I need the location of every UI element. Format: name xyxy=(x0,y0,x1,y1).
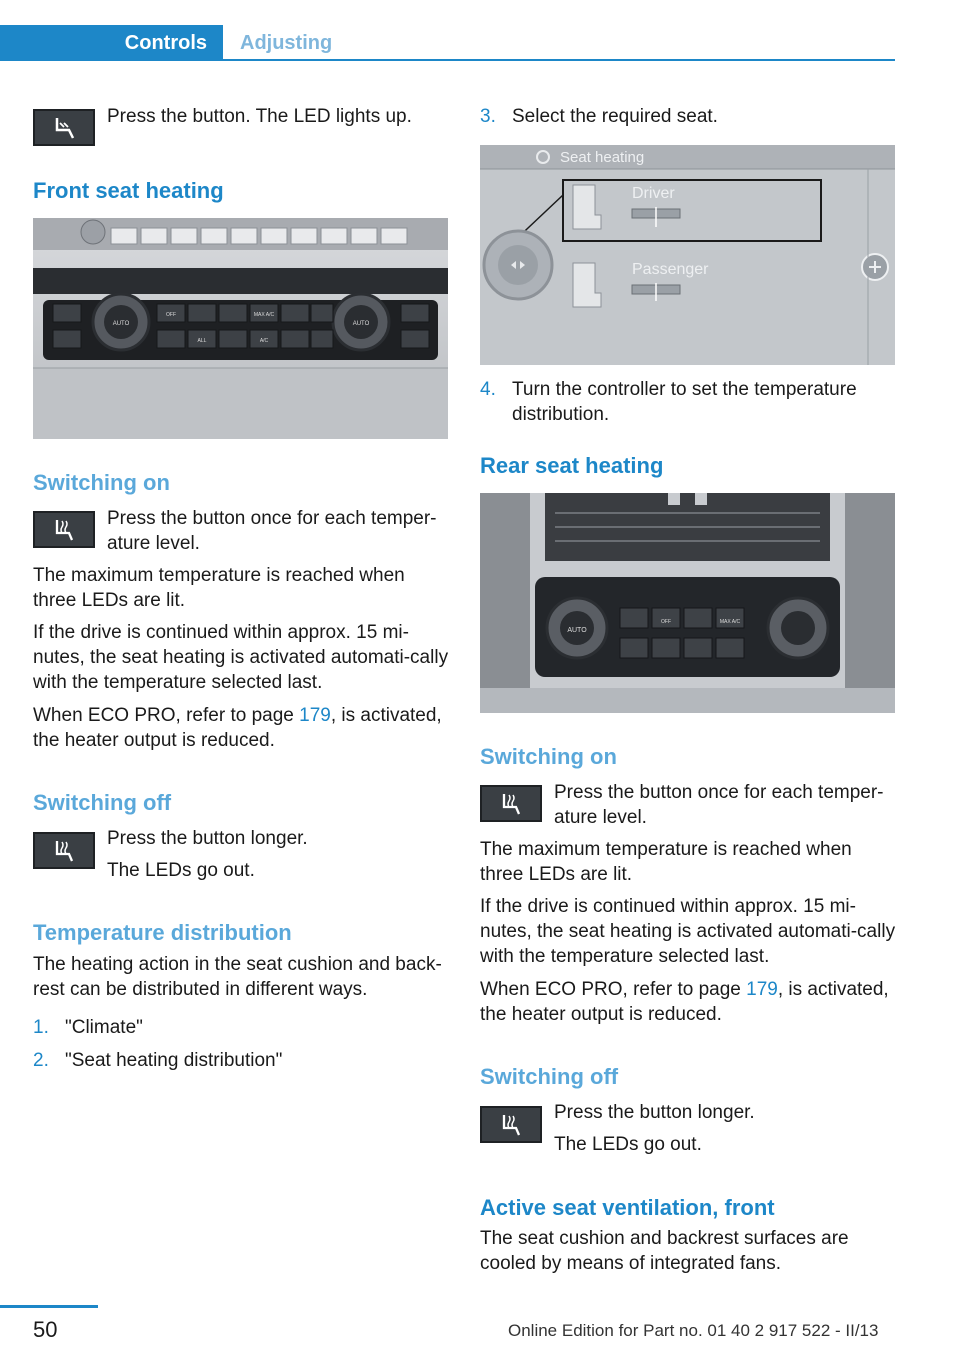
header-rule xyxy=(223,59,895,61)
temperature-distribution-heading: Temperature distribution xyxy=(33,920,292,945)
driver-label: Driver xyxy=(632,185,675,202)
screen-title: Seat heating xyxy=(560,149,645,166)
left-switching-on-text: Press the button once for each temper-ature level. xyxy=(107,508,437,554)
right-switching-off-heading: Switching off xyxy=(480,1064,619,1089)
left-switching-off-heading: Switching off xyxy=(33,790,172,815)
left-seat-heating-off-button-icon xyxy=(33,832,95,869)
list-item-number: 4. xyxy=(480,379,496,400)
rear-max-label: MAX A/C xyxy=(719,619,741,625)
right-eco-pro-before: When ECO PRO, refer to page xyxy=(480,979,747,1000)
active-seat-ventilation-heading: Active seat ventilation, front xyxy=(480,1195,775,1220)
list-item-number: 1. xyxy=(33,1017,49,1038)
left-max-temp-text: The maximum temperature is reached when three LEDs are lit. xyxy=(33,565,405,611)
left-auto-activation-text: If the drive is continued within approx. 15 mi-nutes, the seat heating is activated automati-cally with the temperature selected last. xyxy=(33,622,449,693)
right-switching-on-text: Press the button once for each temper-ature level. xyxy=(554,782,884,828)
seat-heating-icon xyxy=(498,791,524,817)
front-off-label: OFF xyxy=(166,312,176,318)
list-item-number: 3. xyxy=(480,106,496,127)
front-left-auto-label: AUTO xyxy=(112,321,130,327)
front-max-label: MAX A/C xyxy=(253,312,275,318)
left-switching-on-heading: Switching on xyxy=(33,470,170,495)
right-eco-pro-text xyxy=(480,977,900,1027)
page-number: 50 xyxy=(33,1317,58,1342)
rear-auto-label: AUTO xyxy=(567,627,587,634)
tab-controls[interactable]: Controls xyxy=(0,25,223,61)
list-item xyxy=(33,1015,453,1040)
list-item-text: Turn the controller to set the temperature distribution. xyxy=(512,379,857,425)
left-eco-pro-before: When ECO PRO, refer to page xyxy=(33,705,300,726)
passenger-label: Passenger xyxy=(632,261,709,278)
list-item xyxy=(33,1048,453,1073)
edition-text: Online Edition for Part no. 01 40 2 917 522 - II/13 xyxy=(508,1321,879,1340)
temperature-distribution-text: The heating action in the seat cushion and back-rest can be distributed in different ways. xyxy=(33,954,442,1000)
left-leds-out-text: The LEDs go out. xyxy=(107,860,255,881)
rear-climate-panel-photo xyxy=(480,493,895,713)
right-seat-heating-off-button-icon xyxy=(480,1106,542,1143)
right-leds-out-text: The LEDs go out. xyxy=(554,1134,702,1155)
list-item-text: "Climate" xyxy=(65,1017,143,1038)
front-panel-illustration xyxy=(33,218,448,439)
right-page-179-link[interactable]: 179 xyxy=(746,979,778,1000)
right-press-longer-text: Press the button longer. xyxy=(554,1102,755,1123)
list-item-text: "Seat heating distribution" xyxy=(65,1050,283,1071)
left-press-longer-text: Press the button longer. xyxy=(107,828,308,849)
rear-panel-illustration xyxy=(480,493,895,713)
seat-heating-screen-illustration xyxy=(480,145,895,365)
front-ac-label: A/C xyxy=(259,338,269,344)
left-seat-heating-button-icon xyxy=(33,511,95,548)
list-item xyxy=(480,104,900,129)
list-item xyxy=(480,377,900,427)
left-eco-pro-after: , is activated, the heater output is reduced. xyxy=(33,705,442,751)
seat-heating-icon xyxy=(498,1112,524,1138)
seat-icon xyxy=(49,115,79,141)
right-max-temp-text: The maximum temperature is reached when three LEDs are lit. xyxy=(480,839,852,885)
footer-rule xyxy=(0,1305,98,1308)
seat-heating-icon xyxy=(51,838,77,864)
seat-heating-screen xyxy=(480,145,895,365)
right-seat-heating-button-icon xyxy=(480,785,542,822)
rear-off-label: OFF xyxy=(661,619,671,625)
left-eco-pro-text xyxy=(33,703,453,753)
intro-text: Press the button. The LED lights up. xyxy=(107,106,412,127)
rear-seat-heating-heading: Rear seat heating xyxy=(480,453,664,478)
left-page-179-link[interactable]: 179 xyxy=(299,705,331,726)
tab-adjusting[interactable]: Adjusting xyxy=(240,32,333,54)
header-tabs xyxy=(0,25,895,61)
seat-heating-icon xyxy=(51,517,77,543)
list-item-text: Select the required seat. xyxy=(512,106,718,127)
seat-adjust-button-icon xyxy=(33,109,95,146)
right-switching-on-heading: Switching on xyxy=(480,744,617,769)
front-all-label: ALL xyxy=(197,338,207,344)
front-right-auto-label: AUTO xyxy=(352,321,370,327)
front-seat-heating-heading: Front seat heating xyxy=(33,178,224,203)
list-item-number: 2. xyxy=(33,1050,49,1071)
ventilation-text: The seat cushion and backrest surfaces are cooled by means of integrated fans. xyxy=(480,1228,849,1274)
front-climate-panel-photo xyxy=(33,218,448,439)
right-auto-activation-text: If the drive is continued within approx. 15 mi-nutes, the seat heating is activated automati-cally with the temperature selected last. xyxy=(480,896,896,967)
right-eco-pro-after: , is activated, the heater output is reduced. xyxy=(480,979,889,1025)
